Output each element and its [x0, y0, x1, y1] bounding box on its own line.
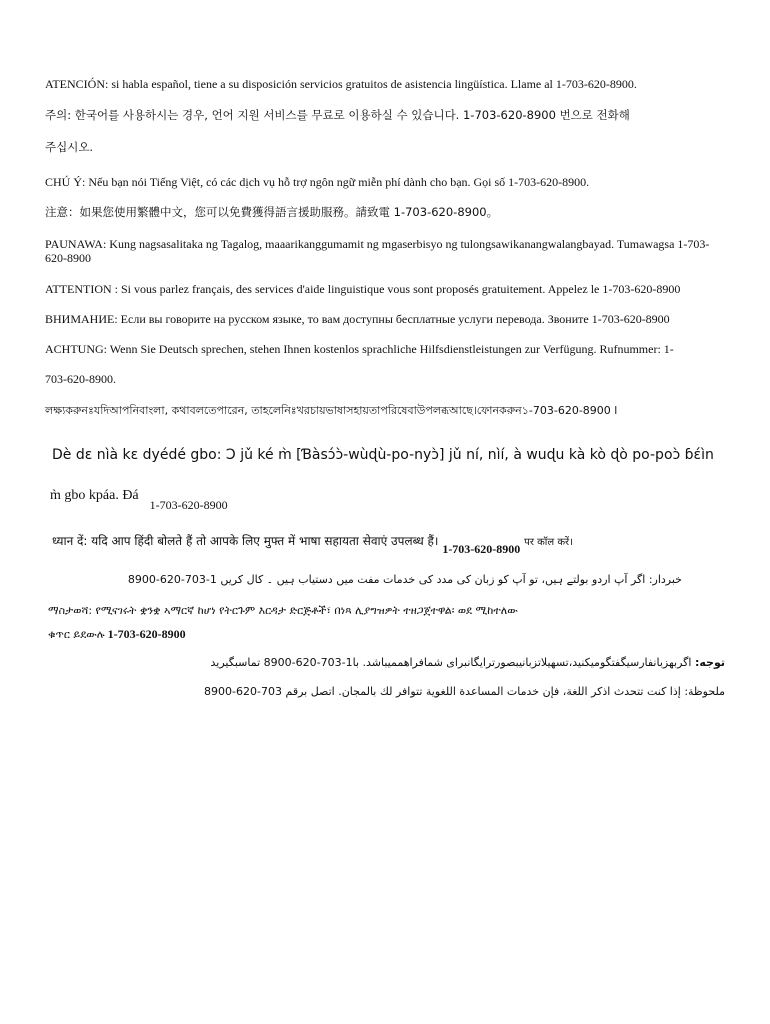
- notice-german-line-1: ACHTUNG: Wenn Sie Deutsch sprechen, stehen Ihnen kostenlos sprachliche Hilfsdienstleistungen zur Verfügung. Rufnummer: 1-: [45, 342, 674, 356]
- farsi-lead-text: توجه:: [694, 656, 725, 669]
- notice-farsi: [211, 656, 725, 670]
- hindi-lead-text: ध्यान दें: यदि आप हिंदी बोलते हैं तो आपके लिए मुफ्त में भाषा सहायता सेवाएं उपलब्ध हैं।: [52, 534, 439, 548]
- farsi-body-text: اگربهزبانفارسیگفتگومیکنید،تسهیلاتزبانیبصورترایگانبرای شمافراهممیباشد. با1-703-620-8900 تماسبگیرید: [210, 656, 695, 669]
- notice-bassa-line-1: Dè dɛ nìà kɛ dyédé gbo: Ɔ jǔ ké m̀ [Ɓàsɔ́ɔ̀-wùɖù-po-nyɔ̀] jǔ ní, nìí, à wuɖu kà kò ɖò po-poɔ̀ ɓɛ́ìn: [52, 447, 714, 463]
- notice-german-line-2: 703-620-8900.: [45, 372, 116, 386]
- notice-hindi: [52, 534, 573, 556]
- notice-arabic: ملحوظة: إذا كنت تتحدث اذكر اللغة، فإن خدمات المساعدة اللغوية تتوافر لك بالمجان. اتصل برقم 703-620-8900: [204, 685, 725, 698]
- notice-vietnamese: CHÚ Ý: Nếu bạn nói Tiếng Việt, có các dịch vụ hỗ trợ ngôn ngữ miễn phí dành cho bạn. Gọi số 1-703-620-8900.: [45, 175, 590, 189]
- notice-bengali: লক্ষ্যকরুনঃযদিআপনিবাংলা, কথাবলতেপারেন, তাহলেনিঃখরচায়ভাষাসহায়তাপরিষেবাউপলব্ধআছে।ফোনকরুন১-703-620-8900 l: [45, 404, 618, 417]
- notice-bassa-line-2: [50, 488, 228, 512]
- notice-amharic-line-1: ማስታወሻ: የሚናገሩት ቋንቋ ኣማርኛ ከሆነ የትርጉም እርዳታ ድርጅቶች፣ በነጻ ሊያግዝዎት ተዘጋጀተዋል፡ ወደ ሚከተለው: [48, 604, 518, 617]
- notice-russian: ВНИМАНИЕ: Если вы говорите на русском языке, то вам доступны бесплатные услуги перевода. Звоните 1-703-620-8900: [45, 312, 670, 326]
- bassa-lead-text: m̀ gbo kpáa. Ɖá: [50, 488, 139, 503]
- hindi-tail-text: पर कॉल करें।: [524, 537, 573, 548]
- notice-spanish: ATENCIÓN: si habla español, tiene a su disposición servicios gratuitos de asistencia lingüística. Llame al 1-703-620-8900.: [45, 77, 637, 91]
- notice-korean-line-1: 주의: 한국어를 사용하시는 경우, 언어 지원 서비스를 무료로 이용하실 수 있습니다. 1-703-620-8900 번으로 전화해: [45, 108, 630, 122]
- notice-chinese: 注意：如果您使用繁體中文，您可以免費獲得語言援助服務。請致電 1-703-620-8900。: [45, 205, 499, 219]
- notice-urdu: خبردار: اگر آپ اردو بولتے ہیں، تو آپ کو زبان کی مدد کی خدمات مفت میں دستیاب ہیں ۔ کال کریں 1-703-620-8900: [127, 573, 682, 586]
- notice-french: ATTENTION : Si vous parlez français, des services d'aide linguistique vous sont proposés gratuitement. Appelez le 1-703-620-8900: [45, 282, 681, 296]
- amharic-phone: 1-703-620-8900: [107, 627, 186, 641]
- hindi-phone: 1-703-620-8900: [442, 542, 521, 556]
- amharic-lead-text: ቁጥር ይደውሉ: [48, 628, 105, 641]
- notice-tagalog: PAUNAWA: Kung nagsasalitaka ng Tagalog, maaarikanggumamit ng mgaserbisyo ng tulongsawikanangwalangbayad. Tumawagsa 1-703-620-8900: [45, 237, 710, 265]
- notice-amharic-line-2: [48, 627, 186, 642]
- notice-korean-line-2: 주십시오.: [45, 140, 94, 154]
- bassa-phone: 1-703-620-8900: [149, 498, 228, 512]
